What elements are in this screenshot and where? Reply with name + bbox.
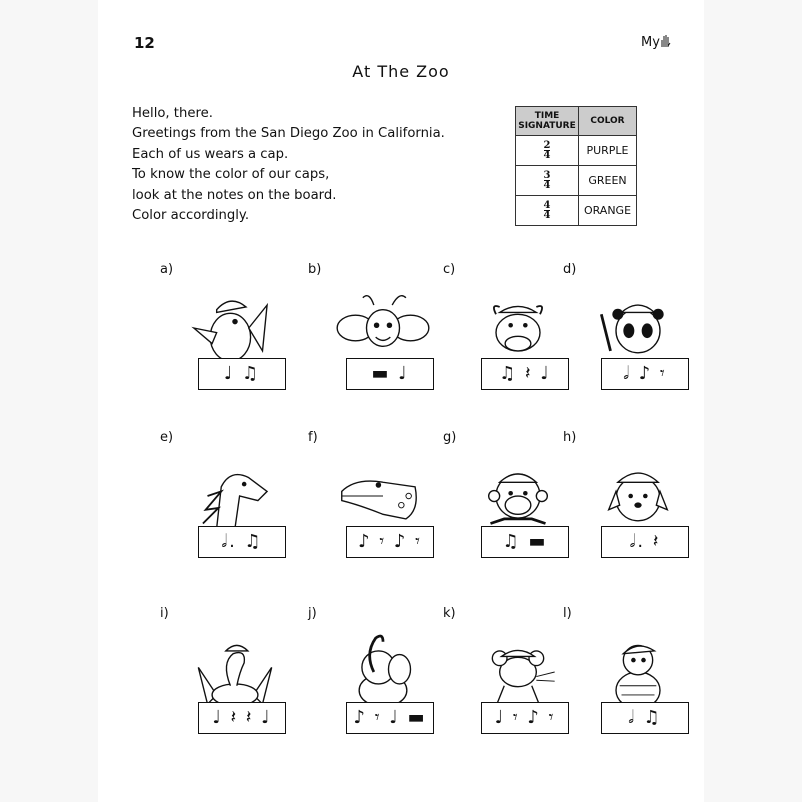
item-label: b) — [308, 262, 322, 277]
note-board — [601, 526, 689, 558]
rhythm-notes: 𝅗𝅥. 𝄽 — [629, 531, 661, 552]
note-board — [481, 526, 569, 558]
animal-card — [563, 430, 683, 570]
intro-line: Each of us wears a cap. — [132, 146, 289, 162]
item-label: c) — [443, 262, 456, 277]
animal-card — [308, 262, 428, 402]
rhythm-notes: 𝅗𝅥 ♫ — [628, 707, 662, 728]
item-label: f) — [308, 430, 318, 445]
item-label: e) — [160, 430, 174, 445]
intro-line: Greetings from the San Diego Zoo in California. — [132, 126, 445, 142]
note-board — [198, 702, 286, 734]
rhythm-notes: ♫ 𝄽 ♩ — [499, 363, 551, 384]
intro-line: Hello, there. — [132, 106, 213, 121]
item-label: l) — [563, 606, 572, 621]
animal-card — [443, 262, 563, 402]
item-label: g) — [443, 430, 457, 445]
note-board — [346, 702, 434, 734]
rhythm-notes: ♪ 𝄾 ♩ ▬ — [353, 707, 427, 728]
animal-card — [563, 262, 683, 402]
brand-text: My — [641, 35, 660, 50]
animal-card — [160, 430, 280, 570]
workbook-page — [98, 0, 704, 802]
animal-card — [160, 262, 280, 402]
rhythm-notes: ♪ 𝄾 ♪ 𝄾 — [358, 531, 422, 552]
note-board — [346, 526, 434, 558]
color-key-table — [515, 106, 637, 226]
brand-logo — [641, 34, 672, 50]
intro-line: Color accordingly. — [132, 208, 250, 224]
item-label: a) — [160, 262, 174, 277]
item-label: i) — [160, 606, 169, 621]
header-color: COLOR — [579, 107, 637, 136]
animal-card — [308, 430, 428, 570]
note-board — [481, 358, 569, 390]
animal-card — [308, 606, 428, 746]
time-signature: $\frac{3}{4}$ — [543, 170, 551, 191]
intro-line: To know the color of our caps, — [132, 167, 330, 183]
item-label: d) — [563, 262, 577, 277]
item-label: k) — [443, 606, 456, 621]
note-board — [601, 358, 689, 390]
hand-icon — [660, 34, 672, 48]
intro-text — [132, 104, 445, 226]
note-board — [481, 702, 569, 734]
table-row — [516, 136, 637, 166]
header-time-signature: TIME SIGNATURE — [516, 107, 579, 136]
item-label: j) — [308, 606, 317, 621]
rhythm-notes: ♩ 𝄽 𝄽 ♩ — [212, 707, 272, 728]
page-title: At The Zoo — [352, 62, 450, 81]
time-signature: $\frac{2}{4}$ — [543, 140, 551, 161]
item-label: h) — [563, 430, 577, 445]
rhythm-notes: 𝅗𝅥 ♪ 𝄾 — [623, 363, 667, 384]
animal-card — [443, 606, 563, 746]
color-cell: GREEN — [579, 166, 637, 196]
rhythm-notes: ♩ ♫ — [223, 363, 261, 384]
note-board — [601, 702, 689, 734]
color-cell: ORANGE — [579, 196, 637, 226]
color-cell: PURPLE — [579, 136, 637, 166]
page-number: 12 — [134, 34, 155, 52]
animal-card — [563, 606, 683, 746]
rhythm-notes: ♩ 𝄾 ♪ 𝄾 — [494, 707, 556, 728]
animal-card — [443, 430, 563, 570]
rhythm-notes: ▬ ♩ — [371, 363, 409, 384]
note-board — [346, 358, 434, 390]
animal-card — [160, 606, 280, 746]
rhythm-notes: 𝅗𝅥. ♫ — [221, 531, 263, 552]
intro-line: look at the notes on the board. — [132, 187, 337, 203]
note-board — [198, 358, 286, 390]
time-signature: $\frac{4}{4}$ — [543, 200, 551, 221]
note-board — [198, 526, 286, 558]
rhythm-notes: ♫ ▬ — [502, 531, 548, 552]
table-row — [516, 166, 637, 196]
table-row — [516, 196, 637, 226]
